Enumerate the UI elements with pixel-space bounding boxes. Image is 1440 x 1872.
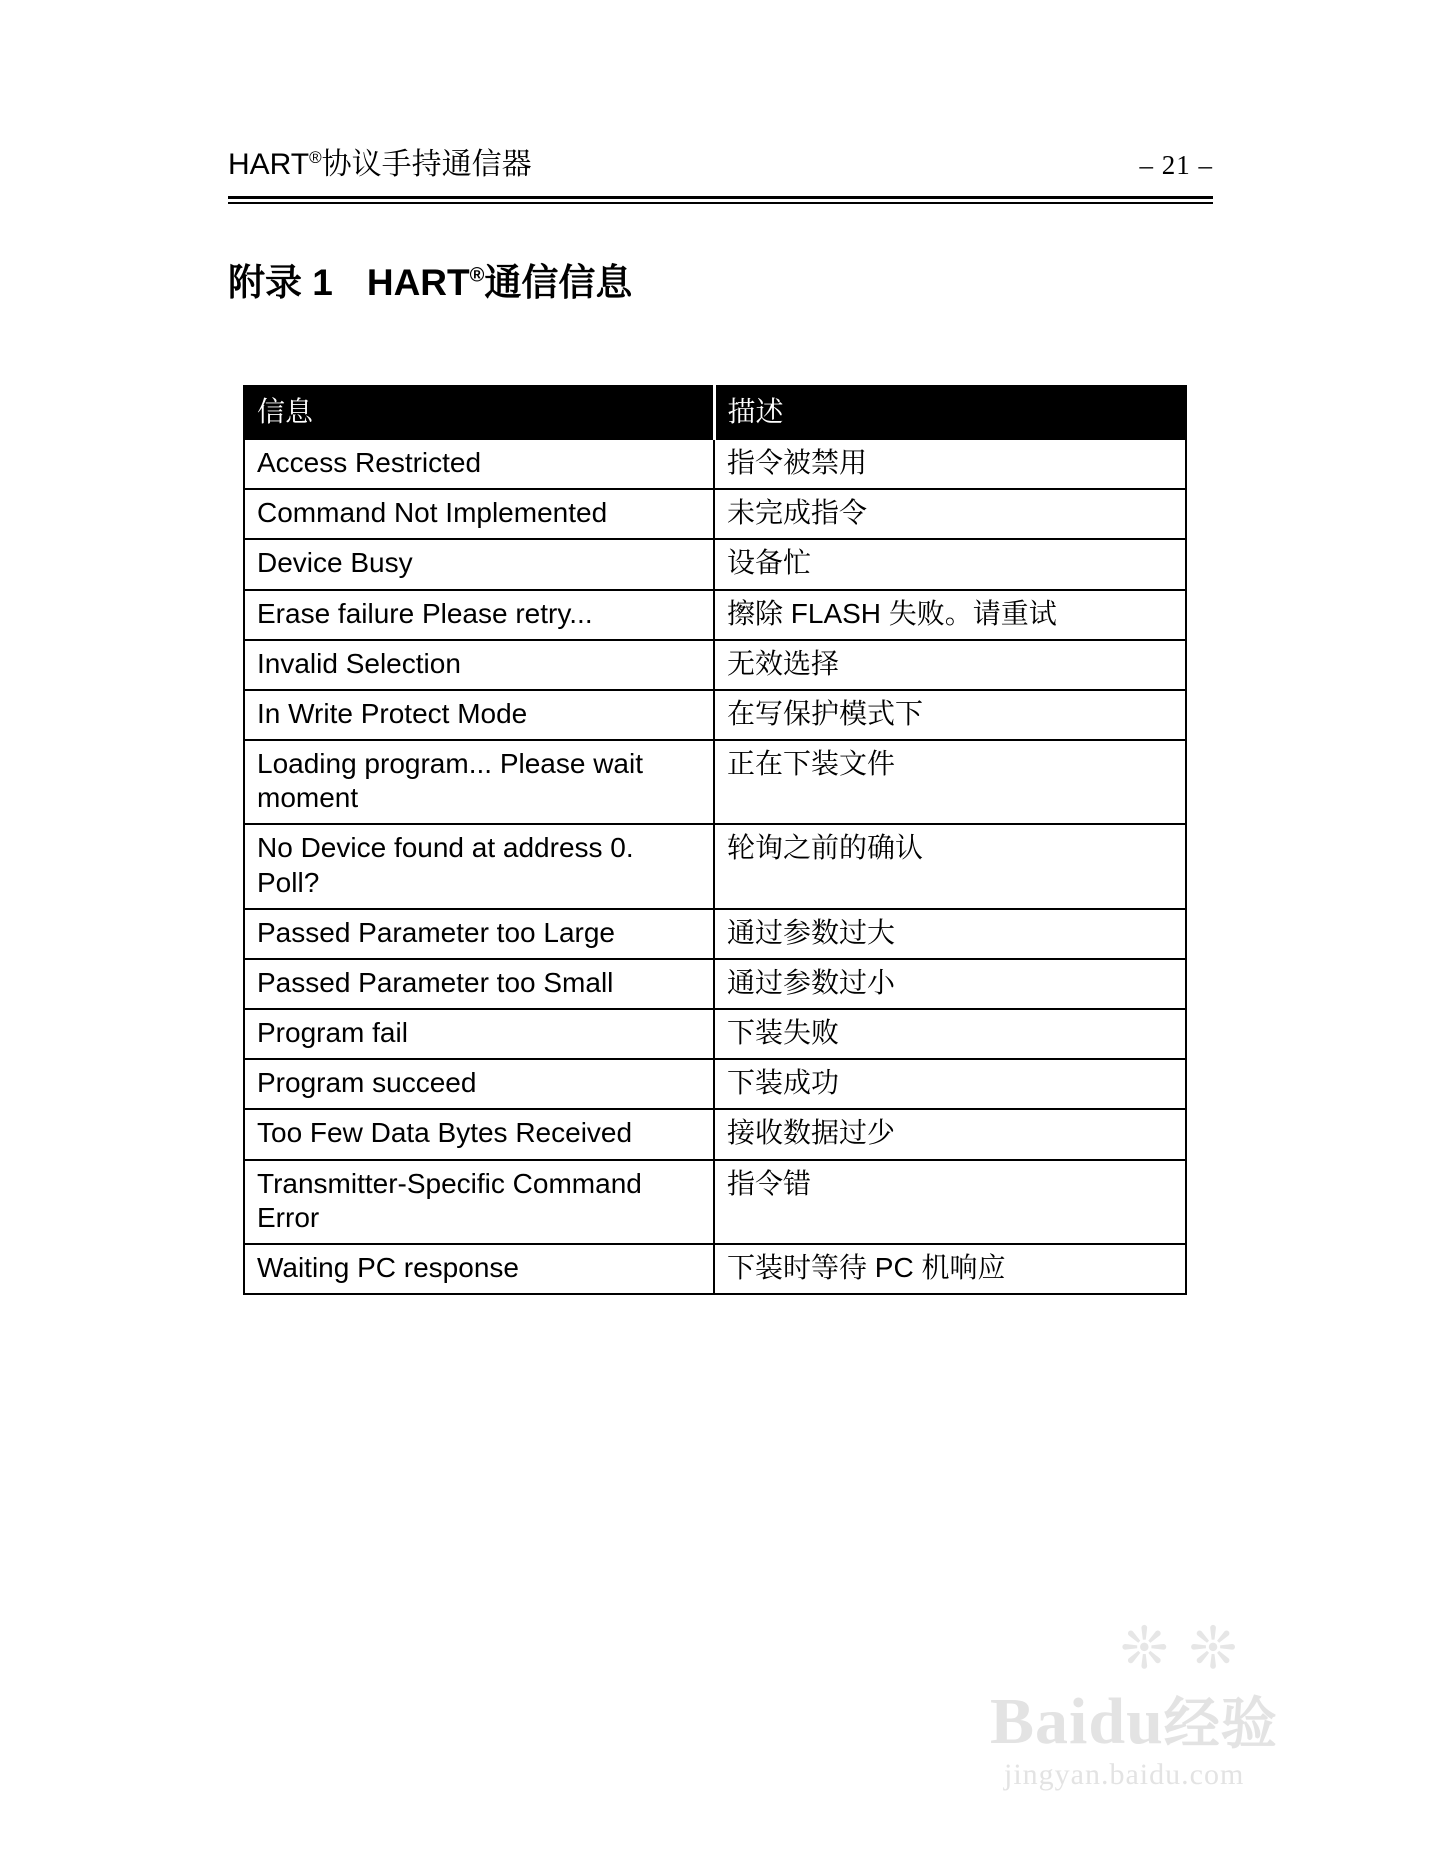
watermark-brand <box>990 1680 1278 1760</box>
table-row <box>244 1109 1186 1159</box>
cell-description: 下装失败 <box>714 1009 1186 1059</box>
cell-message: Waiting PC response <box>244 1244 714 1294</box>
column-header-message: 信息 <box>244 386 714 439</box>
table-row <box>244 439 1186 489</box>
cell-description: 接收数据过少 <box>714 1109 1186 1159</box>
page-number: – 21 – <box>1139 150 1213 180</box>
cell-message: Passed Parameter too Small <box>244 959 714 1009</box>
cell-description: 在写保护模式下 <box>714 690 1186 740</box>
cell-message: Access Restricted <box>244 439 714 489</box>
cell-message: Program fail <box>244 1009 714 1059</box>
cell-description: 设备忙 <box>714 539 1186 589</box>
cell-message: Loading program... Please wait moment <box>244 740 714 824</box>
table-row <box>244 740 1186 824</box>
header-divider <box>228 196 1213 204</box>
cell-description: 下装成功 <box>714 1059 1186 1109</box>
cell-description: 轮询之前的确认 <box>714 824 1186 908</box>
cell-description: 无效选择 <box>714 640 1186 690</box>
header-divider-line-thick <box>228 196 1213 199</box>
table-row <box>244 824 1186 908</box>
header-document-title <box>228 148 532 181</box>
section-title-registered-mark: ® <box>469 264 485 287</box>
cell-description: 通过参数过小 <box>714 959 1186 1009</box>
cell-message: Command Not Implemented <box>244 489 714 539</box>
cell-message: Passed Parameter too Large <box>244 909 714 959</box>
cell-description: 未完成指令 <box>714 489 1186 539</box>
table-row <box>244 1059 1186 1109</box>
watermark-url: jingyan.baidu.com <box>1004 1758 1245 1791</box>
table-row <box>244 959 1186 1009</box>
table-row <box>244 489 1186 539</box>
cell-message: In Write Protect Mode <box>244 690 714 740</box>
cell-message: Program succeed <box>244 1059 714 1109</box>
cell-message: No Device found at address 0. Poll? <box>244 824 714 908</box>
cell-description: 下装时等待 PC 机响应 <box>714 1244 1186 1294</box>
table-row <box>244 690 1186 740</box>
header-title-main: HART <box>228 148 310 181</box>
column-header-description: 描述 <box>714 386 1186 439</box>
paw-print-icon: ❊ ❊ <box>1120 1616 1240 1681</box>
cell-message: Erase failure Please retry... <box>244 590 714 640</box>
cell-message: Invalid Selection <box>244 640 714 690</box>
table-row <box>244 590 1186 640</box>
cell-message: Too Few Data Bytes Received <box>244 1109 714 1159</box>
baidu-watermark <box>990 1616 1350 1820</box>
table-row <box>244 1244 1186 1294</box>
cell-message: Transmitter-Specific Command Error <box>244 1160 714 1244</box>
table-row <box>244 1160 1186 1244</box>
hart-messages-table <box>243 385 1187 1295</box>
section-title-rest: 通信信息 <box>484 262 633 303</box>
cell-description: 擦除 FLASH 失败。请重试 <box>714 590 1186 640</box>
header-title-registered-mark: ® <box>309 148 322 167</box>
cell-description: 通过参数过大 <box>714 909 1186 959</box>
watermark-brand-cn: 经验 <box>1163 1692 1278 1755</box>
table-row <box>244 640 1186 690</box>
table-row <box>244 539 1186 589</box>
watermark-brand-latin: Baidu <box>990 1685 1164 1758</box>
table-row <box>244 909 1186 959</box>
page-title <box>228 252 632 306</box>
table-row <box>244 1009 1186 1059</box>
cell-description: 指令错 <box>714 1160 1186 1244</box>
cell-message: Device Busy <box>244 539 714 589</box>
section-prefix: 附录 1 <box>228 262 333 303</box>
header-title-rest: 协议手持通信器 <box>321 148 532 181</box>
table-header-row <box>244 386 1186 439</box>
running-header <box>228 148 1213 181</box>
section-title-main: HART <box>366 262 470 303</box>
header-divider-line-thin <box>228 202 1213 204</box>
cell-description: 正在下装文件 <box>714 740 1186 824</box>
cell-description: 指令被禁用 <box>714 439 1186 489</box>
